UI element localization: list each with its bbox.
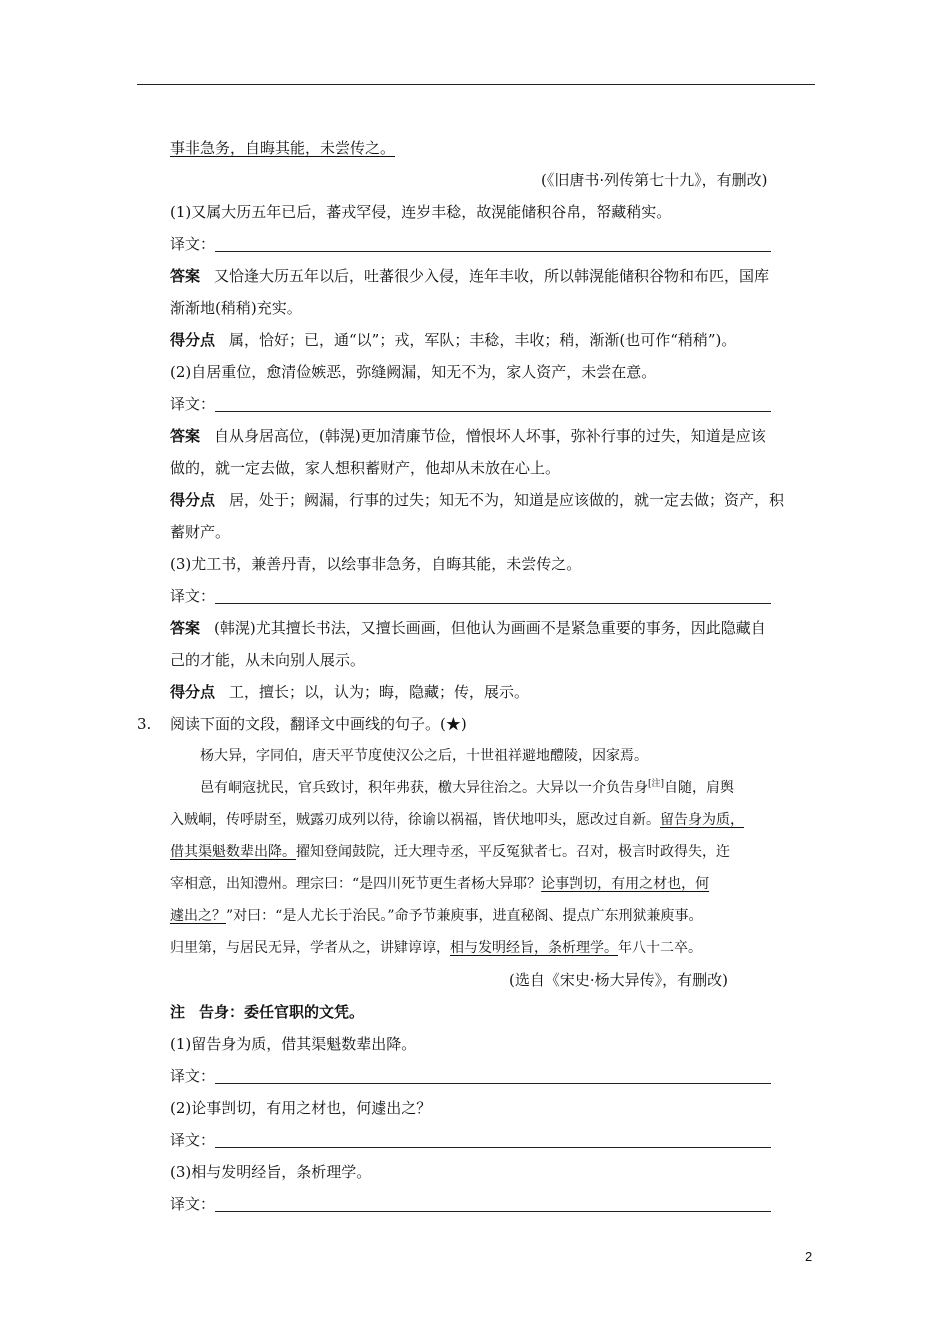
translation-blank[interactable] [215, 397, 771, 412]
score-points-line: 蓄财产。 [170, 523, 231, 541]
score-points-label: 得分点 [170, 683, 216, 701]
answer-line [170, 426, 766, 446]
score-points-line [170, 330, 736, 350]
underlined-sentence: 留告身为质， [660, 812, 744, 828]
translation-label: 译文： [170, 1131, 216, 1149]
question-1: (1)又属大历五年已后，蕃戎罕侵，连岁丰稔，故滉能储积谷帛，帑藏稍实。 [170, 203, 672, 221]
question-1: (1)留告身为质，借其渠魁数辈出降。 [170, 1035, 417, 1053]
passage-line: 杨大异，字同伯，唐天平节度使汉公之后，十世祖祥避地醴陵，因家焉。 [200, 748, 648, 764]
answer-label: 答案 [170, 619, 201, 637]
answer-label: 答案 [170, 267, 201, 285]
question-prompt: 阅读下面的文段，翻译文中画线的句子。(★) [170, 715, 467, 733]
answer-text: 自从身居高位，(韩滉)更加清廉节俭，憎恨坏人坏事，弥补行事的过失，知道是应该 [214, 427, 766, 445]
answer-line: 做的，就一定去做，家人想积蓄财产，他却从未放在心上。 [170, 459, 561, 477]
source-citation: (选自《宋史·杨大异传》，有删改) [509, 971, 728, 989]
translation-blank[interactable] [215, 1069, 771, 1084]
translation-label: 译文： [170, 587, 216, 605]
translation-blank[interactable] [215, 1197, 771, 1212]
passage-text: 宰相意，出知澧州。理宗曰：“是四川死节更生者杨大异耶？ [170, 876, 542, 892]
translation-label: 译文： [170, 395, 216, 413]
passage-text: 归里第，与居民无异，学者从之，讲肄谆谆， [170, 940, 450, 956]
translation-line [170, 234, 771, 254]
answer-line: 己的才能，从未向别人展示。 [170, 651, 366, 669]
translation-label: 译文： [170, 1067, 216, 1085]
passage-line [170, 938, 702, 958]
passage-text: 入贼峒，传呼尉至，贼露刃成列以待，徐谕以祸福，皆伏地叩头，愿改过自新。 [170, 812, 660, 828]
translation-label: 译文： [170, 235, 216, 253]
translation-label: 译文： [170, 1195, 216, 1213]
question-3: (3)相与发明经旨，条析理学。 [170, 1163, 372, 1181]
score-points-line [170, 682, 529, 702]
translation-line [170, 1130, 771, 1150]
passage-text: 邑有峒寇扰民，官兵致讨，积年弗获，檄大异往治之。大异以一介负告身 [200, 780, 648, 796]
note-marker: [注] [648, 779, 665, 789]
note-label: 注 [170, 1003, 186, 1021]
passage-line [170, 906, 702, 926]
translation-line [170, 394, 771, 414]
answer-text: (韩滉)尤其擅长书法，又擅长画画，但他认为画画不是紧急重要的事务，因此隐藏自 [214, 619, 766, 637]
translation-blank[interactable] [215, 589, 771, 604]
page-number: 2 [805, 1249, 813, 1264]
passage-text: 年八十二卒。 [618, 940, 702, 956]
underlined-sentence: 遽出之？ [170, 908, 226, 924]
score-points-line [170, 490, 784, 510]
passage-line [170, 874, 709, 894]
underlined-sentence: 相与发明经旨，条析理学。 [450, 940, 618, 956]
note-line [170, 1002, 364, 1022]
answer-line [170, 266, 769, 286]
header-rule [137, 84, 815, 85]
passage-text: 自随，肩舆 [664, 780, 735, 796]
translation-line [170, 1194, 771, 1214]
translation-line [170, 1066, 771, 1086]
passage-text: ”对曰：“是人尤长于治民。”命予节兼庾事，进直秘阁、提点广东刑狱兼庾事。 [226, 908, 703, 924]
text-line: 事非急务，自晦其能，未尝传之。 [170, 139, 396, 157]
passage-text: 擢知登闻鼓院，迁大理寺丞，平反冤狱者七。召对，极言时政得失，迕 [296, 844, 730, 860]
source-citation: (《旧唐书·列传第七十九》，有删改) [541, 171, 768, 189]
score-points-text: 属，恰好；已，通“以”；戎，军队；丰稔，丰收；稍，渐渐(也可作“稍稍”)。 [229, 331, 737, 349]
translation-blank[interactable] [215, 237, 771, 252]
passage-line [200, 778, 734, 798]
answer-line [170, 618, 766, 638]
passage-line [170, 842, 730, 862]
score-points-label: 得分点 [170, 331, 216, 349]
answer-line: 渐渐地(稍稍)充实。 [170, 299, 302, 317]
score-points-label: 得分点 [170, 491, 216, 509]
score-points-text: 居，处于；阙漏，行事的过失；知无不为，知道是应该做的，就一定去做；资产，积 [229, 491, 785, 509]
score-points-text: 工，擅长；以，认为；晦，隐藏；传，展示。 [229, 683, 530, 701]
underlined-sentence: 借其渠魁数辈出降。 [170, 844, 296, 860]
answer-label: 答案 [170, 427, 201, 445]
translation-blank[interactable] [215, 1133, 771, 1148]
question-2: (2)自居重位，愈清俭嫉恶，弥缝阙漏，知无不为，家人资产，未尝在意。 [170, 363, 657, 381]
passage-line [170, 810, 744, 830]
underlined-sentence: 论事剀切，有用之材也，何 [541, 876, 710, 892]
question-number: 3. [137, 715, 152, 733]
question-2: (2)论事剀切，有用之材也，何遽出之？ [170, 1099, 432, 1117]
translation-line [170, 586, 771, 606]
answer-text: 又恰逢大历五年以后，吐蕃很少入侵，连年丰收，所以韩滉能储积谷物和布匹，国库 [214, 267, 770, 285]
note-text: 告身：委任官职的文凭。 [199, 1003, 365, 1021]
question-3: (3)尤工书，兼善丹青，以绘事非急务，自晦其能，未尝传之。 [170, 555, 582, 573]
